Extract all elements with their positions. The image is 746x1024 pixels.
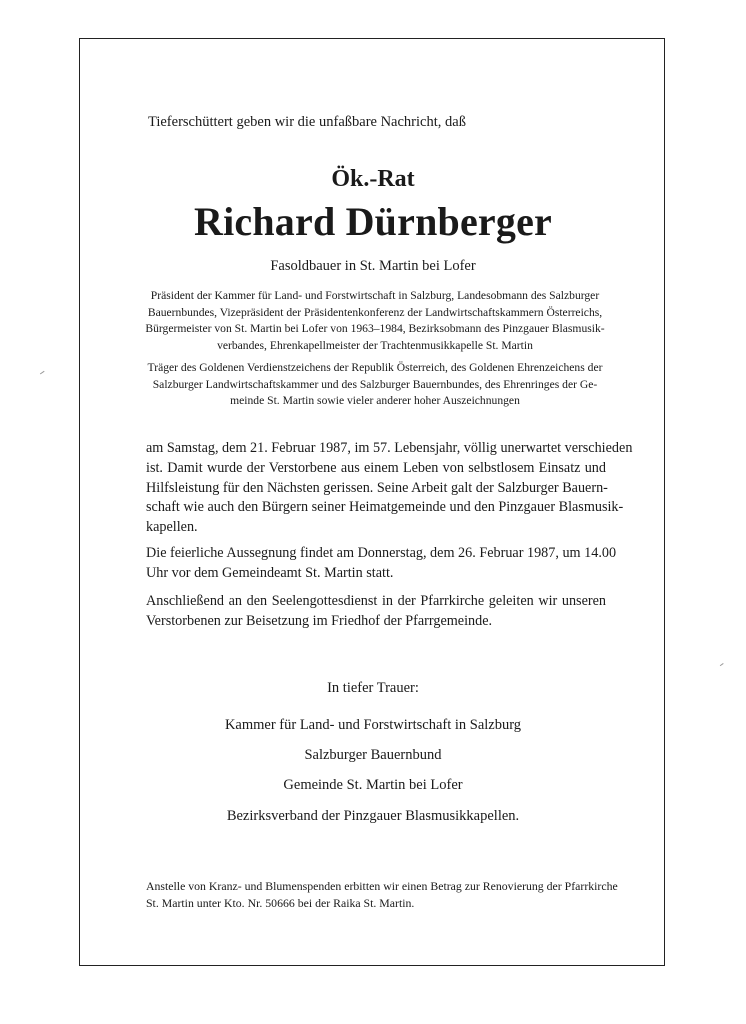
intro-text: Tieferschüttert geben wir die unfaßbare Nachricht, daß [148, 114, 466, 130]
burial-paragraph [146, 592, 606, 632]
donation-line: St. Martin unter Kto. Nr. 50666 bei der Raika St. Martin. [146, 896, 415, 910]
death-paragraph [146, 439, 633, 538]
funeral-paragraph [146, 544, 617, 584]
burial-line: Verstorbenen zur Beisetzung im Friedhof der Pfarrgemeinde. [146, 612, 493, 629]
scan-speck [720, 663, 724, 667]
donation-line: Anstelle von Kranz- und Blumenspenden erbitten wir einen Betrag zur Renovierung der Pfarrkirche [146, 879, 618, 893]
mourning-heading: In tiefer Trauer: [327, 680, 419, 696]
offices-line: Bürgermeister von St. Martin bei Lofer von 1963–1984, Bezirksobmann des Pinzgauer Blasmusik- [145, 322, 605, 335]
honors-paragraph [140, 360, 610, 410]
funeral-line: Die feierliche Aussegnung findet am Donnerstag, dem 26. Februar 1987, um 14.00 [146, 545, 617, 561]
honors-line: Träger des Goldenen Verdienstzeichens der Republik Österreich, des Goldenen Ehrenzeichens der [147, 361, 603, 374]
death-line: Hilfsleistung für den Nächsten gerissen. Seine Arbeit galt der Salzburger Bauern- [146, 479, 608, 496]
offices-line: Präsident der Kammer für Land- und Forstwirtschaft in Salzburg, Landesobmann des Salzburger [150, 289, 600, 302]
death-line: kapellen. [146, 519, 198, 536]
offices-line: verbandes, Ehrenkapellmeister der Trachtenmusikkapelle St. Martin [217, 338, 533, 352]
death-line: schaft wie auch den Bürgern seiner Heimatgemeinde und den Pinzgauer Blasmusik- [146, 499, 624, 516]
burial-line: Anschließend an den Seelengottesdienst in der Pfarrkirche geleiten wir unseren [146, 593, 606, 609]
honors-line: meinde St. Martin sowie vieler anderer hoher Auszeichnungen [230, 394, 520, 407]
offices-line: Bauernbundes, Vizepräsident der Präsidentenkonferenz der Landwirtschaftskammern Österreichs, [147, 305, 603, 319]
deceased-name: Richard Dürnberger [194, 199, 552, 244]
offices-paragraph [140, 288, 610, 354]
mourner-entry: Kammer für Land- und Forstwirtschaft in Salzburg [224, 717, 522, 733]
honorary-title: Ök.-Rat [331, 166, 415, 192]
funeral-line: Uhr vor dem Gemeindeamt St. Martin statt. [146, 564, 394, 581]
donation-note [146, 878, 618, 912]
death-line: ist. Damit wurde der Verstorbene aus einem Leben von selbstlosem Einsatz und [146, 459, 606, 476]
mourner-entry: Salzburger Bauernbund [304, 747, 442, 763]
honors-line: Salzburger Landwirtschaftskammer und des Salzburger Bauernbundes, des Ehrenringes der Ge- [152, 377, 598, 391]
mourner-entry: Bezirksverband der Pinzgauer Blasmusikkapellen. [226, 808, 520, 824]
deceased-occupation: Fasoldbauer in St. Martin bei Lofer [270, 258, 476, 274]
death-line: am Samstag, dem 21. Februar 1987, im 57. Lebensjahr, völlig unerwartet verschieden [146, 440, 633, 456]
mourner-entry: Gemeinde St. Martin bei Lofer [283, 777, 463, 793]
scan-speck [40, 371, 45, 376]
